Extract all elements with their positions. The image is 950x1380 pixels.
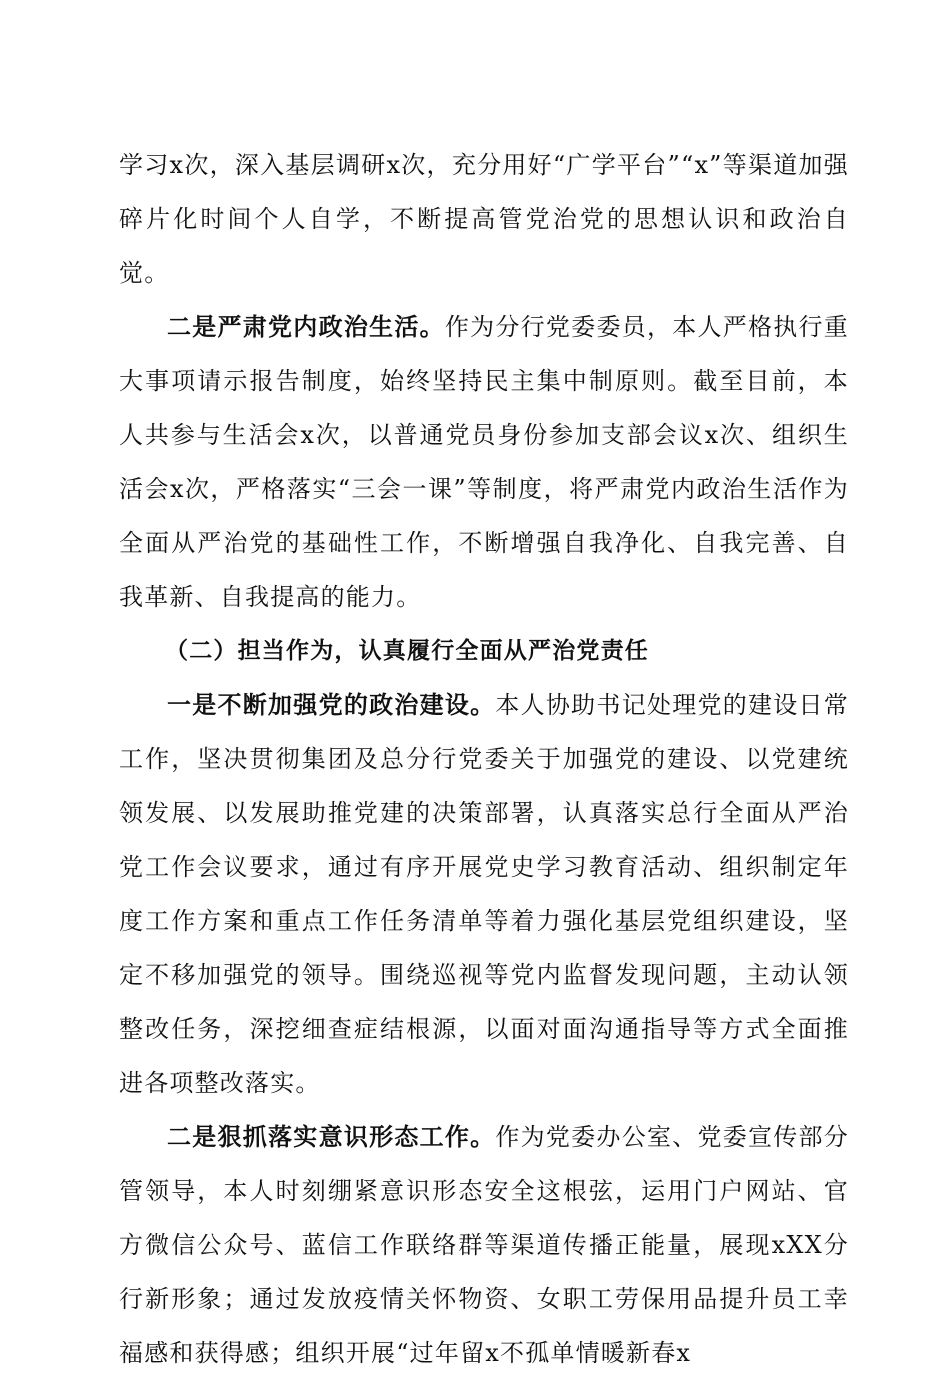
paragraph-party-building xyxy=(119,678,849,1110)
paragraph-political-life-lead: 二是严肃党内政治生活。 xyxy=(167,312,445,341)
paragraph-ideology-lead: 二是狠抓落实意识形态工作。 xyxy=(167,1122,496,1151)
section-heading-2: （二）担当作为，认真履行全面从严治党责任 xyxy=(165,638,649,664)
paragraph-study-text: 学习x次，深入基层调研x次，充分用好“广学平台”“x”等渠道加强碎片化时间个人自学，不断提高管党治党的思想认识和政治自觉。 xyxy=(119,151,849,287)
paragraph-study xyxy=(119,138,849,300)
paragraph-ideology-body: 作为党委办公室、党委宣传部分管领导，本人时刻绷紧意识形态安全这根弦，运用门户网站、官方微信公众号、蓝信工作联络群等渠道传播正能量，展现xXX分行新形象；通过发放疫情关怀物资、女职工劳保用品提升员工幸福感和获得感；组织开展“过年留x不孤单情暖新春x xyxy=(119,1123,849,1367)
document-body xyxy=(119,138,849,1380)
paragraph-ideology xyxy=(119,1110,849,1380)
paragraph-political-life xyxy=(119,300,849,624)
paragraph-party-building-body: 本人协助书记处理党的建设日常工作，坚决贯彻集团及总分行党委关于加强党的建设、以党建统领发展、以发展助推党建的决策部署，认真落实总行全面从严治党工作会议要求，通过有序开展党史学习教育活动、组织制定年度工作方案和重点工作任务清单等着力强化基层党组织建设，坚定不移加强党的领导。围绕巡视等党内监督发现问题，主动认领整改任务，深挖细查症结根源，以面对面沟通指导等方式全面推进各项整改落实。 xyxy=(119,691,849,1097)
paragraph-party-building-lead: 一是不断加强党的政治建设。 xyxy=(167,690,496,719)
paragraph-political-life-body: 作为分行党委委员，本人严格执行重大事项请示报告制度，始终坚持民主集中制原则。截至目前，本人共参与生活会x次，以普通党员身份参加支部会议x次、组织生活会x次，严格落实“三会一课”等制度，将严肃党内政治生活作为全面从严治党的基础性工作，不断增强自我净化、自我完善、自我革新、自我提高的能力。 xyxy=(119,313,849,611)
